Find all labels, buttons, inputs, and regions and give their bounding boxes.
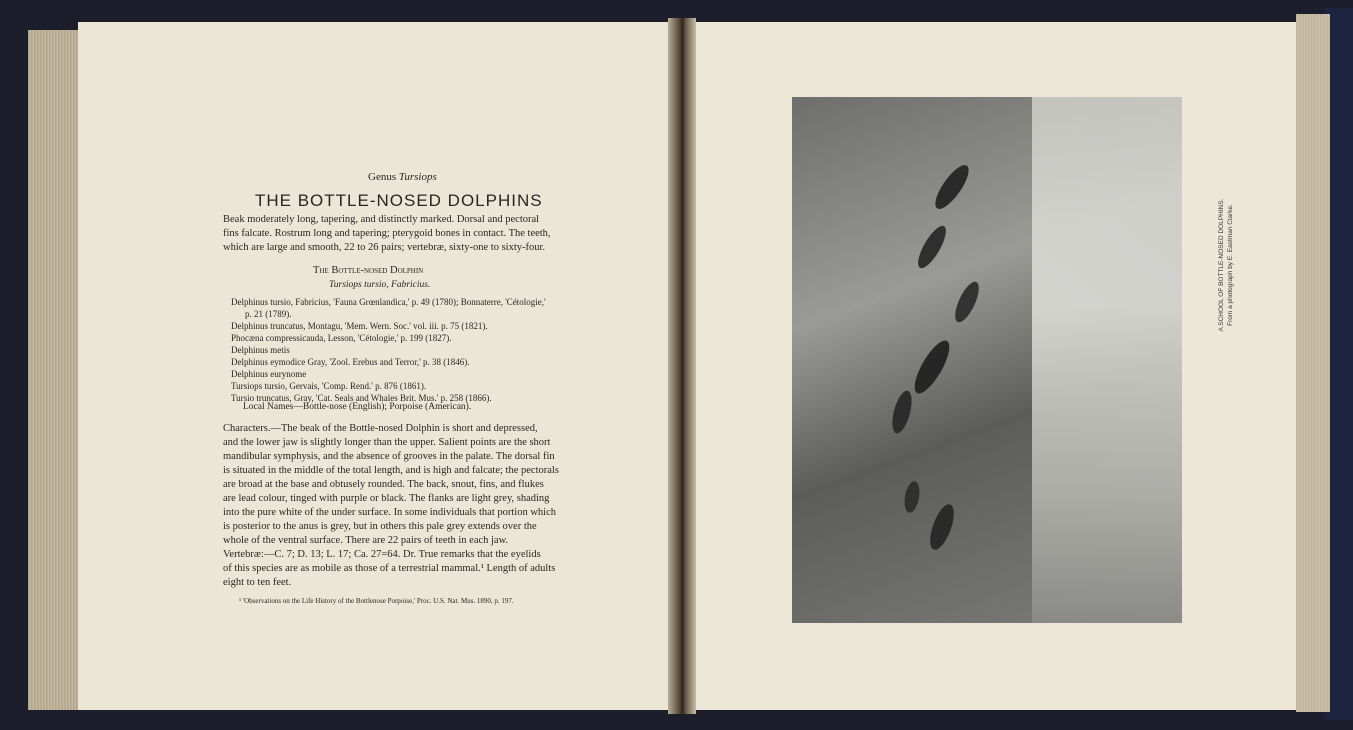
characters-line: are broad at the base and obtusely rounded. The back, snout, fins, and flukes bbox=[223, 479, 544, 490]
genus-line bbox=[368, 171, 437, 183]
characters-line: are lead colour, tinged with purple or black. The flanks are light grey, shading bbox=[223, 493, 550, 504]
local-names: Local Names—Bottle-nose (English); Porpoise (American). bbox=[243, 402, 472, 412]
characters-line: into the pure white of the under surface. In some individuals that portion which bbox=[223, 507, 557, 518]
synonym-line: Delphinus tursio, Fabricius, 'Fauna Grœnlandica,' p. 49 (1780); Bonnaterre, 'Cétologie,' bbox=[231, 297, 546, 307]
characters-line: eight to ten feet. bbox=[223, 577, 292, 588]
synonymy-list bbox=[231, 296, 546, 404]
characters-line: is situated in the middle of the total length, and is high and falcate; the pectorals bbox=[223, 465, 559, 476]
intro-line: which are large and smooth, 22 to 26 pairs; vertebræ, sixty-one to sixty-four. bbox=[223, 242, 546, 253]
dolphin-silhouettes bbox=[792, 97, 1182, 623]
intro-line: Beak moderately long, tapering, and distinctly marked. Dorsal and pectoral bbox=[223, 214, 540, 225]
photo-caption bbox=[1217, 165, 1235, 365]
synonym-line: Phocæna compressicauda, Lesson, 'Cétologie,' p. 199 (1827). bbox=[231, 333, 452, 343]
characters-line: and the lower jaw is slightly longer than the upper. Salient points are the short bbox=[223, 437, 551, 448]
characters-line: Characters.—The beak of the Bottle-nosed Dolphin is short and depressed, bbox=[223, 423, 538, 434]
synonym-line: Delphinus metis bbox=[231, 345, 290, 355]
synonym-line: p. 21 (1789). bbox=[245, 309, 292, 319]
caption-line: From a photograph by E. Eastman Clarke. bbox=[1227, 204, 1234, 326]
characters-line: mandibular symphysis, and the absence of grooves in the palate. The dorsal fin bbox=[223, 451, 555, 462]
footnote: ¹ 'Observations on the Life History of the Bottlenose Porpoise,' Proc. U.S. Nat. Mus. 1890, p. 197. bbox=[239, 597, 514, 605]
characters-paragraph bbox=[223, 422, 559, 590]
genus-label: Genus bbox=[368, 171, 397, 183]
synonym-line: Tursiops tursio, Gervais, 'Comp. Rend.' p. 876 (1861). bbox=[231, 381, 427, 391]
book-gutter bbox=[668, 18, 696, 714]
subheading: The Bottle-nosed Dolphin bbox=[313, 265, 424, 276]
synonym-line: Tursio truncatus, Gray, 'Cat. Seals and Whales Brit. Mus.' p. 258 (1866). bbox=[231, 393, 492, 403]
characters-line: is posterior to the anus is grey, but in others this pale grey extends over the bbox=[223, 521, 537, 532]
synonym-line: Delphinus truncatus, Montagu, 'Mem. Wern. Soc.' vol. iii. p. 75 (1821). bbox=[231, 321, 488, 331]
synonym-line: Delphinus eymodice Gray, 'Zool. Erebus and Terror,' p. 38 (1846). bbox=[231, 357, 470, 367]
species-name: Tursiops tursio, Fabricius. bbox=[329, 280, 431, 290]
intro-line: fins falcate. Rostrum long and tapering; pterygoid bones in contact. The teeth, bbox=[223, 228, 551, 239]
characters-line: of this species are as mobile as those of a terrestrial mammal.¹ Length of adults bbox=[223, 563, 556, 574]
synonym-line: Delphinus eurynome bbox=[231, 369, 307, 379]
left-page-edges bbox=[28, 30, 78, 710]
genus-name: Tursiops bbox=[398, 171, 437, 183]
intro-paragraph bbox=[223, 213, 551, 255]
characters-line: Vertebræ:—C. 7; D. 13; L. 17; Ca. 27=64. Dr. True remarks that the eyelids bbox=[223, 549, 541, 560]
page-title: THE BOTTLE-NOSED DOLPHINS bbox=[255, 191, 543, 210]
dolphins-photograph bbox=[792, 97, 1182, 623]
right-page-edges bbox=[1296, 14, 1330, 712]
caption-line: A SCHOOL OF BOTTLE-NOSED DOLPHINS. bbox=[1218, 198, 1225, 332]
characters-line: whole of the ventral surface. There are 22 pairs of teeth in each jaw. bbox=[223, 535, 509, 546]
